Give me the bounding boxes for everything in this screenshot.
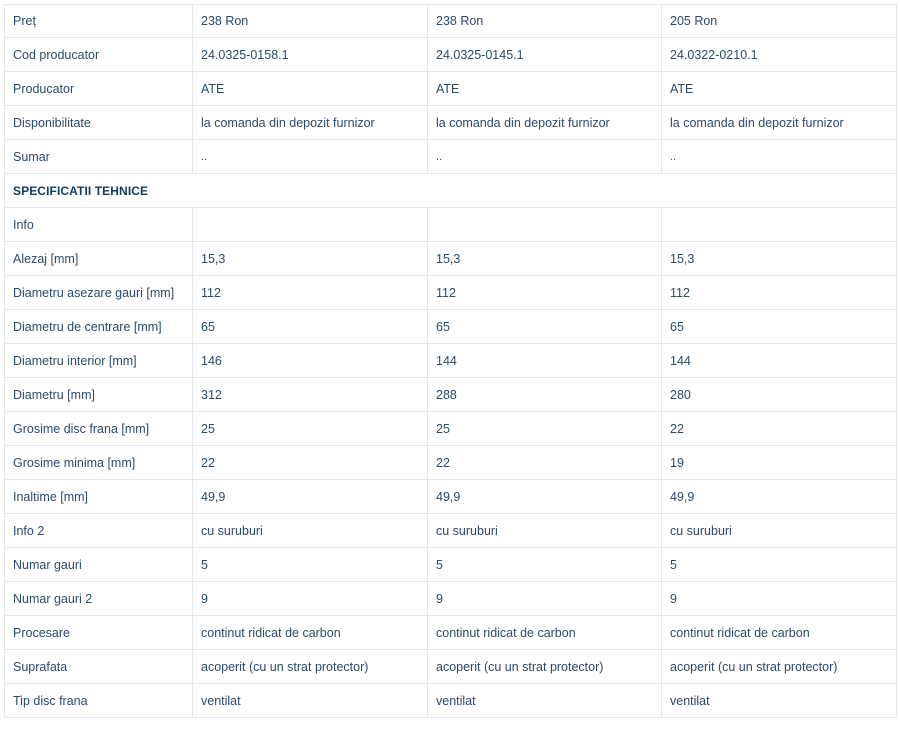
product-1-value: acoperit (cu un strat protector) [193,650,428,684]
table-row [5,548,897,582]
table-row [5,310,897,344]
table-row [5,446,897,480]
product-3-value: 19 [662,446,897,480]
comparison-table-body [5,5,897,718]
product-2-value: ventilat [428,684,662,718]
product-2-value: continut ridicat de carbon [428,616,662,650]
product-1-value: continut ridicat de carbon [193,616,428,650]
row-label: Diametru de centrare [mm] [5,310,193,344]
product-2-value: 9 [428,582,662,616]
table-row [5,72,897,106]
table-row [5,650,897,684]
product-1-value: 24.0325-0158.1 [193,38,428,72]
product-3-value: 9 [662,582,897,616]
row-label: Grosime minima [mm] [5,446,193,480]
product-2-value [428,208,662,242]
product-1-value: 22 [193,446,428,480]
product-3-value [662,208,897,242]
product-1-value: .. [193,140,428,174]
product-2-value: 112 [428,276,662,310]
product-2-value: .. [428,140,662,174]
row-label: Preț [5,5,193,38]
product-2-value: ATE [428,72,662,106]
product-1-value: ATE [193,72,428,106]
product-1-value: 238 Ron [193,5,428,38]
product-3-value: ventilat [662,684,897,718]
row-label: Procesare [5,616,193,650]
product-1-value: 15,3 [193,242,428,276]
product-2-value: 5 [428,548,662,582]
product-1-value: 5 [193,548,428,582]
table-row [5,106,897,140]
product-2-value: 65 [428,310,662,344]
product-1-value: 25 [193,412,428,446]
product-1-value: 49,9 [193,480,428,514]
product-3-value: .. [662,140,897,174]
table-row [5,5,897,38]
table-row [5,378,897,412]
section-header-row [5,174,897,208]
product-3-value: acoperit (cu un strat protector) [662,650,897,684]
row-label: Diametru asezare gauri [mm] [5,276,193,310]
product-3-value: la comanda din depozit furnizor [662,106,897,140]
product-3-value: cu suruburi [662,514,897,548]
table-row [5,684,897,718]
table-row [5,480,897,514]
product-2-value: 288 [428,378,662,412]
comparison-table-wrapper [4,4,896,718]
row-label: Diametru interior [mm] [5,344,193,378]
product-1-value: ventilat [193,684,428,718]
product-3-value: 144 [662,344,897,378]
product-2-value: cu suruburi [428,514,662,548]
product-2-value: la comanda din depozit furnizor [428,106,662,140]
product-3-value: 15,3 [662,242,897,276]
product-3-value: 280 [662,378,897,412]
table-row [5,582,897,616]
product-3-value: 112 [662,276,897,310]
row-label: Numar gauri [5,548,193,582]
table-row [5,140,897,174]
product-2-value: 144 [428,344,662,378]
product-2-value: 15,3 [428,242,662,276]
table-row [5,514,897,548]
product-3-value: 24.0322-0210.1 [662,38,897,72]
row-label: Tip disc frana [5,684,193,718]
product-2-value: 25 [428,412,662,446]
product-3-value: 5 [662,548,897,582]
product-2-value: acoperit (cu un strat protector) [428,650,662,684]
table-row [5,276,897,310]
product-2-value: 49,9 [428,480,662,514]
product-1-value: 9 [193,582,428,616]
product-3-value: 22 [662,412,897,446]
row-label: Info 2 [5,514,193,548]
row-label: Diametru [mm] [5,378,193,412]
row-label: Cod producator [5,38,193,72]
row-label: Grosime disc frana [mm] [5,412,193,446]
product-1-value: 312 [193,378,428,412]
product-2-value: 22 [428,446,662,480]
table-row [5,344,897,378]
product-1-value: 146 [193,344,428,378]
product-2-value: 24.0325-0145.1 [428,38,662,72]
row-label: Disponibilitate [5,106,193,140]
section-title: SPECIFICATII TEHNICE [5,174,897,208]
row-label: Sumar [5,140,193,174]
table-row [5,242,897,276]
row-label: Producator [5,72,193,106]
table-row [5,208,897,242]
product-1-value: cu suruburi [193,514,428,548]
product-3-value: 49,9 [662,480,897,514]
product-1-value: 112 [193,276,428,310]
row-label: Inaltime [mm] [5,480,193,514]
table-row [5,616,897,650]
product-3-value: 205 Ron [662,5,897,38]
product-3-value: continut ridicat de carbon [662,616,897,650]
product-1-value: la comanda din depozit furnizor [193,106,428,140]
product-2-value: 238 Ron [428,5,662,38]
row-label: Suprafata [5,650,193,684]
product-1-value [193,208,428,242]
product-3-value: 65 [662,310,897,344]
table-row [5,412,897,446]
table-row [5,38,897,72]
product-comparison-table [4,4,897,718]
product-1-value: 65 [193,310,428,344]
row-label: Alezaj [mm] [5,242,193,276]
row-label: Numar gauri 2 [5,582,193,616]
product-3-value: ATE [662,72,897,106]
row-label: Info [5,208,193,242]
